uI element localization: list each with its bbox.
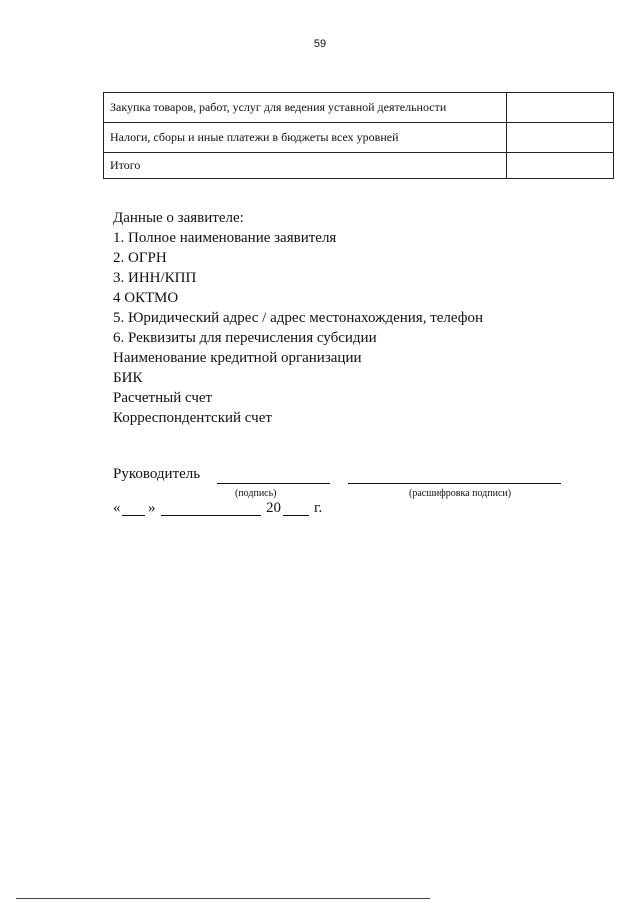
signature-decoding-line: [348, 483, 561, 484]
applicant-field-bik: БИК: [113, 370, 143, 386]
applicant-field-full-name: 1. Полное наименование заявителя: [113, 230, 337, 246]
budget-table: [103, 92, 614, 179]
applicant-field-inn-kpp: 3. ИНН/КПП: [113, 270, 197, 286]
applicant-field-requisites: 6. Реквизиты для перечисления субсидии: [113, 330, 377, 346]
day-blank-line: [122, 515, 145, 516]
page-bottom-rule: [16, 898, 430, 899]
signature-decoding-caption: (расшифровка подписи): [409, 488, 512, 499]
table-cell-label: Налоги, сборы и иные платежи в бюджеты всех уровней: [104, 123, 507, 153]
table-cell-value: [507, 123, 614, 153]
applicant-data-section: [113, 208, 483, 428]
applicant-field-settlement-account: Расчетный счет: [113, 390, 213, 406]
signature-caption-row: [113, 486, 583, 500]
month-blank-line: [161, 515, 261, 516]
signature-row: [113, 466, 583, 486]
applicant-field-bank-name: Наименование кредитной организации: [113, 350, 362, 366]
year-prefix: 20: [266, 500, 281, 516]
signature-block: [113, 466, 583, 520]
signature-caption: (подпись): [235, 488, 277, 499]
applicant-field-ogrn: 2. ОГРН: [113, 250, 167, 266]
head-label: Руководитель: [113, 466, 201, 482]
table-cell-label: Итого: [104, 153, 507, 179]
signature-line: [217, 483, 330, 484]
table-cell-value: [507, 153, 614, 179]
table-row: [104, 123, 614, 153]
table-cell-label: Закупка товаров, работ, услуг для ведения уставной деятельности: [104, 93, 507, 123]
applicant-field-correspondent-account: Корреспондентский счет: [113, 410, 272, 426]
date-row: [113, 500, 583, 520]
page-number: 59: [313, 38, 327, 50]
year-suffix: г.: [314, 500, 323, 516]
table-row: [104, 153, 614, 179]
table-cell-value: [507, 93, 614, 123]
applicant-heading: Данные о заявителе:: [113, 210, 244, 226]
applicant-field-oktmo: 4 ОКТМО: [113, 290, 179, 306]
table-row: [104, 93, 614, 123]
date-close-quote: »: [148, 500, 156, 516]
date-open-quote: «: [113, 500, 121, 516]
applicant-field-address: 5. Юридический адрес / адрес местонахождения, телефон: [113, 310, 483, 326]
year-blank-line: [283, 515, 309, 516]
